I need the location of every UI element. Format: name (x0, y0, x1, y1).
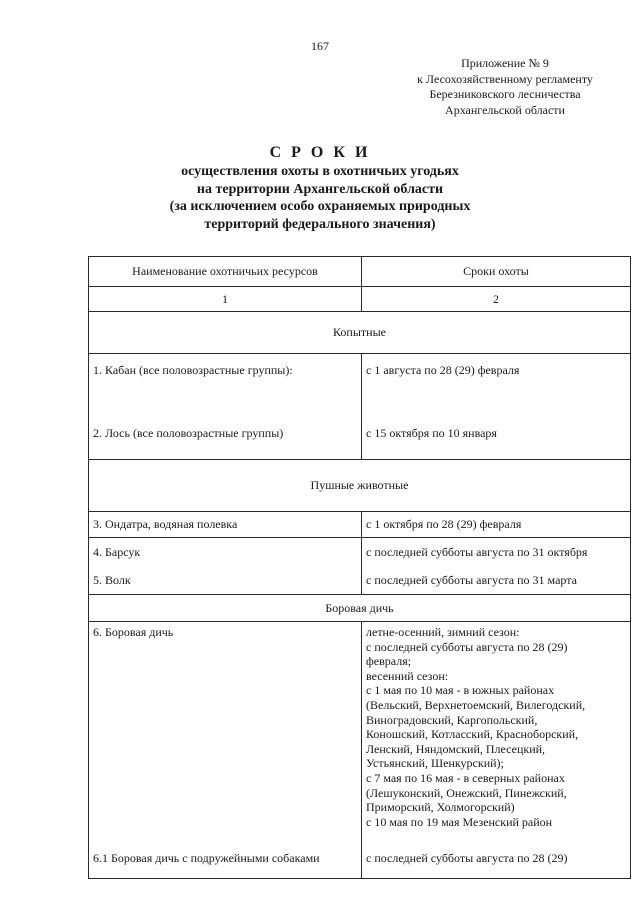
table-row (89, 354, 631, 460)
term-line: Коношский, Котласский, Красноборский, (366, 727, 579, 742)
row-term: с 1 августа по 28 (29) февраля (366, 363, 520, 377)
term-line: с 1 мая по 10 мая - в южных районах (366, 683, 555, 698)
term-line: весенний сезон: (366, 668, 449, 683)
term-line: февраля; (366, 654, 412, 669)
term-line: летне-осенний, зимний сезон: (366, 625, 520, 639)
section-row (89, 312, 631, 354)
row-term: с последней субботы августа по 31 марта (366, 572, 577, 587)
term-cell (362, 538, 631, 595)
title-subtitle (0, 163, 640, 233)
title-line: на территории Архангельской области (196, 181, 444, 197)
table-row (89, 622, 631, 879)
term-cell (362, 354, 631, 460)
row-name: 3. Ондатра, водяная полевка (89, 512, 362, 538)
term-line: (Лешуконский, Онежский, Пинежский, (366, 785, 567, 800)
appendix-line: к Лесохозяйственному регламенту (417, 71, 593, 86)
term-line: Виноградовский, Каргопольский, (366, 712, 538, 727)
term-line: с 10 мая по 19 мая Мезенский район (366, 814, 553, 829)
title-main: С Р О К И (269, 144, 371, 161)
row-name: 4. Барсук (93, 544, 141, 559)
term-line: с последней субботы августа по 28 (29) (366, 639, 568, 654)
section-title: Пушные животные (89, 460, 631, 512)
appendix-note (390, 56, 620, 118)
table-row (89, 538, 631, 595)
term-line: с 7 мая по 16 мая - в северных районах (366, 770, 565, 785)
title-line: (за исключением особо охраняемых природных (169, 199, 471, 214)
header-cell: Сроки охоты (362, 257, 631, 287)
row-term (362, 622, 630, 843)
term-line: (Вельский, Верхнетоемский, Вилегодский, (366, 697, 586, 712)
term-line: Устьянский, Шенкурский); (366, 756, 504, 771)
column-number-row (89, 287, 631, 312)
title-line: осуществления охоты в охотничьих угодьях (181, 164, 459, 179)
name-cell (89, 622, 362, 879)
appendix-line: Архангельской области (445, 102, 565, 117)
page-number: 167 (311, 39, 329, 53)
section-title: Боровая дичь (89, 595, 631, 622)
row-name: 2. Лось (все половозрастные группы) (93, 425, 284, 440)
column-number: 2 (362, 287, 631, 312)
table-row (89, 512, 631, 538)
term-line: Ленский, Няндомский, Плесецкий, (366, 741, 546, 756)
section-row (89, 595, 631, 622)
row-name: 6. Боровая дичь (93, 625, 174, 639)
row-name: 1. Кабан (все половозрастные группы): (93, 363, 293, 377)
appendix-line: Березниковского лесничества (429, 87, 581, 101)
section-row (89, 460, 631, 512)
name-cell (89, 538, 362, 595)
row-name: 5. Волк (93, 572, 131, 587)
row-term: с 15 октября по 10 января (366, 425, 497, 440)
row-term: с последней субботы августа по 31 октября (366, 544, 588, 559)
section-title: Копытные (89, 312, 631, 354)
table-header-row (89, 257, 631, 287)
name-cell (89, 354, 362, 460)
appendix-line: Приложение № 9 (461, 56, 549, 70)
term-cell (362, 622, 631, 879)
hunting-periods-table (88, 256, 631, 879)
header-cell: Наименование охотничьих ресурсов (89, 257, 362, 287)
row-term: с последней субботы августа по 28 (29) (366, 850, 568, 865)
row-term: с 1 октября по 28 (29) февраля (362, 512, 631, 538)
column-number: 1 (89, 287, 362, 312)
row-name: 6.1 Боровая дичь с подружейными собаками (93, 850, 320, 865)
document-title (0, 143, 640, 233)
title-line: территорий федерального значения) (204, 216, 436, 232)
term-line: Приморский, Холмогорский) (366, 800, 515, 815)
